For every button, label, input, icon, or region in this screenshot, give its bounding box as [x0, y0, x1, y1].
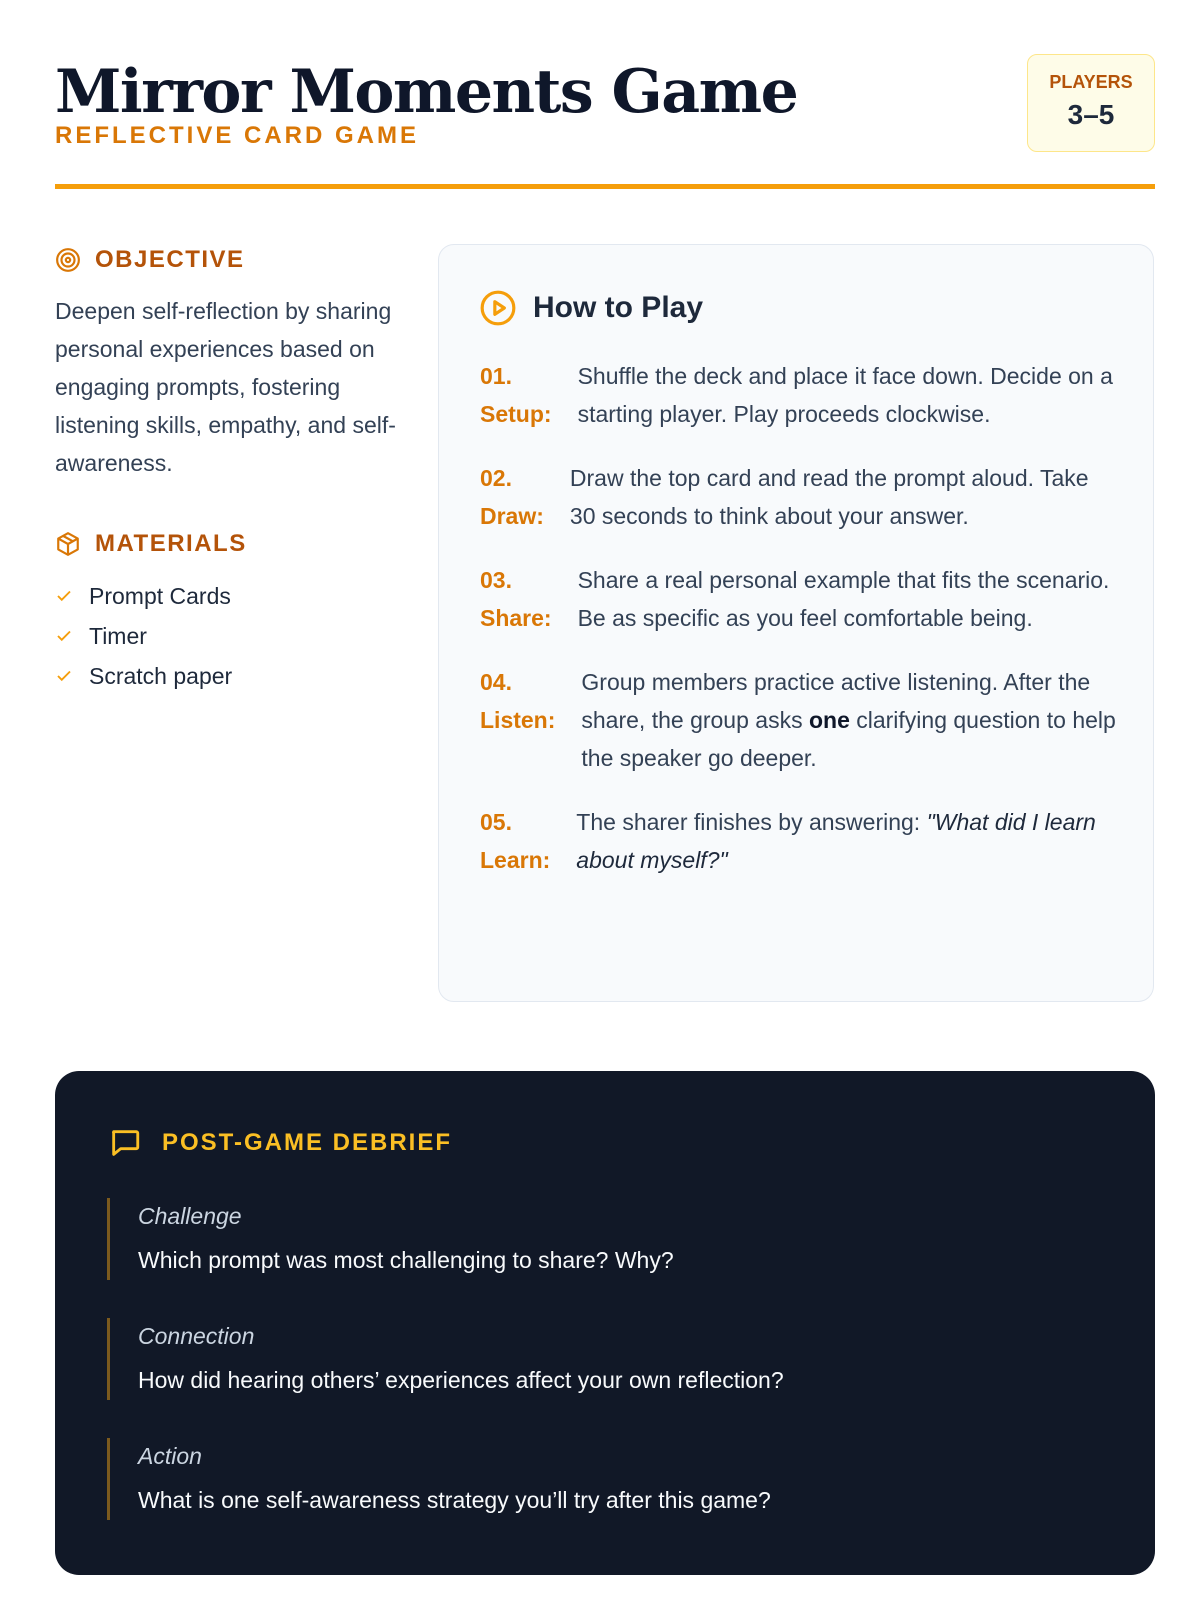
prompt-question: Which prompt was most challenging to share? Why? [138, 1247, 674, 1273]
step-number: 02. [480, 465, 512, 491]
step-text: Draw the top card and read the prompt aloud. Take 30 seconds to think about your answer. [569, 465, 1089, 529]
materials-list [55, 576, 405, 696]
chat-bubble-icon [108, 1126, 142, 1160]
debrief-card [55, 1071, 1155, 1575]
step-text-part: Group members practice active listening. After the share, the group asks [581, 669, 1091, 733]
materials-section [55, 528, 405, 696]
objective-heading: OBJECTIVE [95, 246, 245, 273]
step-text-part: clarifying question to help the speaker go deeper. [581, 707, 1116, 771]
step-text-emphasis: one [808, 707, 850, 733]
step-name: Draw: [480, 503, 544, 529]
prompt-question: What is one self-awareness strategy you’ll try after this game? [138, 1487, 771, 1513]
debrief-heading: POST-GAME DEBRIEF [162, 1129, 453, 1156]
debrief-prompt [107, 1438, 1097, 1520]
step-item [480, 357, 1120, 433]
list-item [55, 576, 405, 616]
prompt-question: How did hearing others’ experiences affect your own reflection? [138, 1367, 784, 1393]
list-item [55, 616, 405, 656]
check-icon [55, 627, 73, 645]
material-label: Prompt Cards [89, 582, 231, 609]
step-text: Shuffle the deck and place it face down. Decide on a starting player. Play proceeds clockwise. [577, 363, 1113, 427]
players-badge [1027, 54, 1155, 152]
step-label [480, 561, 578, 637]
step-text [576, 803, 1120, 879]
players-value: 3–5 [1067, 99, 1115, 130]
step-label [480, 663, 581, 777]
step-label [480, 803, 576, 879]
step-name: Setup: [480, 401, 552, 427]
target-icon [55, 247, 81, 273]
material-label: Timer [89, 622, 147, 649]
step-number: 04. [480, 669, 512, 695]
debrief-prompt [107, 1198, 1097, 1280]
check-icon [55, 587, 73, 605]
step-item [480, 459, 1120, 535]
step-item [480, 663, 1120, 777]
step-name: Learn: [480, 847, 551, 873]
box-icon [55, 531, 81, 557]
steps-list [480, 357, 1120, 905]
debrief-prompts [107, 1198, 1097, 1558]
objective-text: Deepen self-reflection by sharing personal experiences based on engaging prompts, fostering listening skills, empathy, and self-awareness. [55, 298, 396, 476]
step-name: Listen: [480, 707, 556, 733]
step-item [480, 561, 1120, 637]
objective-section [55, 244, 405, 482]
step-text-part: The sharer finishes by answering: [576, 809, 927, 835]
materials-header [55, 528, 405, 560]
page-subtitle: REFLECTIVE CARD GAME [55, 122, 420, 149]
list-item [55, 656, 405, 696]
prompt-category: Connection [138, 1323, 255, 1349]
step-name: Share: [480, 605, 552, 631]
step-number: 05. [480, 809, 512, 835]
how-to-play-header [479, 289, 703, 327]
debrief-prompt [107, 1318, 1097, 1400]
step-text [581, 663, 1120, 777]
left-column [55, 244, 405, 696]
step-text: Share a real personal example that fits the scenario. Be as specific as you feel comfortable being. [577, 567, 1110, 631]
play-circle-icon [479, 289, 517, 327]
prompt-category: Action [138, 1443, 202, 1469]
players-label: PLAYERS [1049, 72, 1133, 92]
step-text-quote: "What did I learn about myself?" [576, 809, 1096, 873]
material-label: Scratch paper [89, 662, 233, 689]
header-divider [55, 184, 1155, 189]
page-title: Mirror Moments Game [55, 57, 798, 127]
step-number: 03. [480, 567, 512, 593]
step-item [480, 803, 1120, 879]
step-number: 01. [480, 363, 512, 389]
prompt-category: Challenge [138, 1203, 242, 1229]
check-icon [55, 667, 73, 685]
header [55, 50, 1155, 190]
objective-header [55, 244, 405, 276]
how-to-play-heading: How to Play [533, 291, 704, 324]
debrief-header [108, 1126, 452, 1160]
step-label [480, 459, 570, 535]
step-label [480, 357, 578, 433]
materials-heading: MATERIALS [95, 530, 247, 557]
how-to-play-card [438, 244, 1154, 1002]
